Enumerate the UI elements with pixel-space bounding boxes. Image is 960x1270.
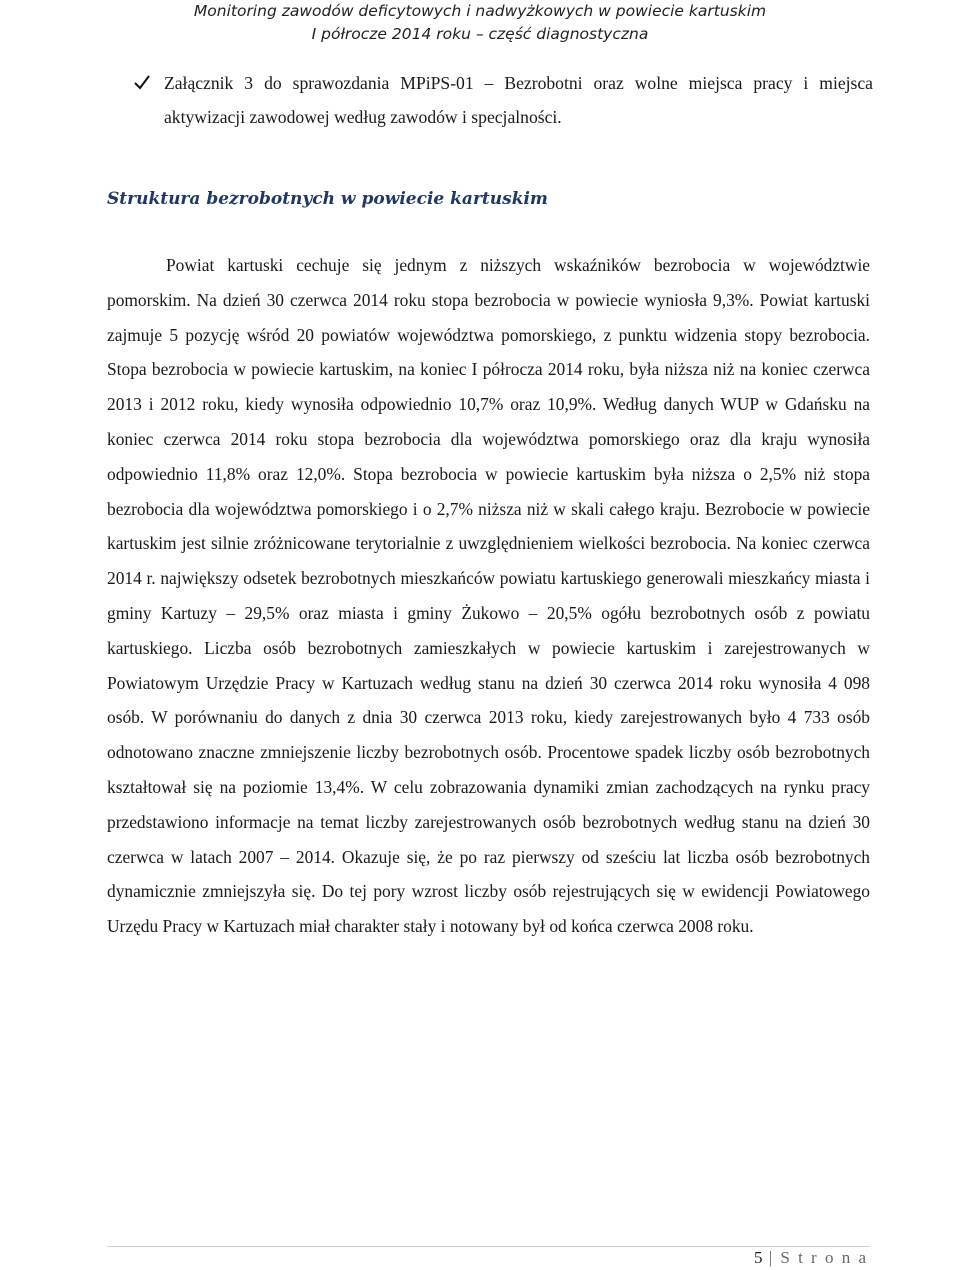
footer-separator: | [768, 1248, 775, 1267]
header-subtitle: I półrocze 2014 roku – część diagnostyczna [311, 25, 649, 43]
attachment-text: Załącznik 3 do sprawozdania MPiPS-01 – Bezrobotni oraz wolne miejsca pracy i miejsca aktywizacji zawodowej według zawodów i specjalności. [164, 73, 873, 127]
attachment-bullet [133, 66, 873, 134]
page-number: 5 [753, 1248, 763, 1267]
section-heading: Struktura bezrobotnych w powiecie kartuskim [107, 189, 548, 209]
header-title: Monitoring zawodów deficytowych i nadwyżkowych w powiecie kartuskim [193, 2, 767, 20]
footer-label: S t r o n a [780, 1248, 868, 1267]
section-body [107, 248, 870, 944]
page-footer [754, 1248, 868, 1268]
body-paragraph: Powiat kartuski cechuje się jednym z niższych wskaźników bezrobocia w województwie pomorskim. Na dzień 30 czerwca 2014 roku stopa bezrobocia w powiecie wyniosła 9,3%. Powiat kartuski zajmuje 5 pozycję wśród 20 powiatów województwa pomorskiego, z punktu widzenia stopy bezrobocia. Stopa bezrobocia w powiecie kartuskim, na koniec I półrocza 2014 roku, była niższa niż na koniec czerwca 2013 i 2012 roku, kiedy wynosiła odpowiednio 10,7% oraz 10,9%. Według danych WUP w Gdańsku na koniec czerwca 2014 roku stopa bezrobocia dla województwa pomorskiego oraz dla kraju wynosiła odpowiednio 11,8% oraz 12,0%. Stopa bezrobocia w powiecie kartuskim była niższa o 2,5% niż stopa bezrobocia dla województwa pomorskiego i o 2,7% niższa niż w skali całego kraju. Bezrobocie w powiecie kartuskim jest silnie zróżnicowane terytorialnie z uwzględnieniem wielkości bezrobocia. Na koniec czerwca 2014 r. największy odsetek bezrobotnych mieszkańców powiatu kartuskiego generowali mieszkańcy miasta i gminy Kartuzy – 29,5% oraz miasta i gminy Żukowo – 20,5% ogółu bezrobotnych osób z powiatu kartuskiego. Liczba osób bezrobotnych zamieszkałych w powiecie kartuskim i zarejestrowanych w Powiatowym Urzędzie Pracy w Kartuzach według stanu na dzień 30 czerwca 2014 roku wynosiła 4 098 osób. W porównaniu do danych z dnia 30 czerwca 2013 roku, kiedy zarejestrowanych było 4 733 osób odnotowano znaczne zmniejszenie liczby bezrobotnych osób. Procentowe spadek liczby osób bezrobotnych kształtował się na poziomie 13,4%. W celu zobrazowania dynamiki zmian zachodzących na rynku pracy przedstawiono informacje na temat liczby zarejestrowanych osób bezrobotnych według stanu na dzień 30 czerwca w latach 2007 – 2014. Okazuje się, że po raz pierwszy od sześciu lat liczba osób bezrobotnych dynamicznie zmniejszyła się. Do tej pory wzrost liczby osób rejestrujących się w ewidencji Powiatowego Urzędu Pracy w Kartuzach miał charakter stały i notowany był od końca czerwca 2008 roku. [107, 255, 870, 937]
page-header [0, 0, 960, 46]
footer-divider [107, 1246, 870, 1247]
